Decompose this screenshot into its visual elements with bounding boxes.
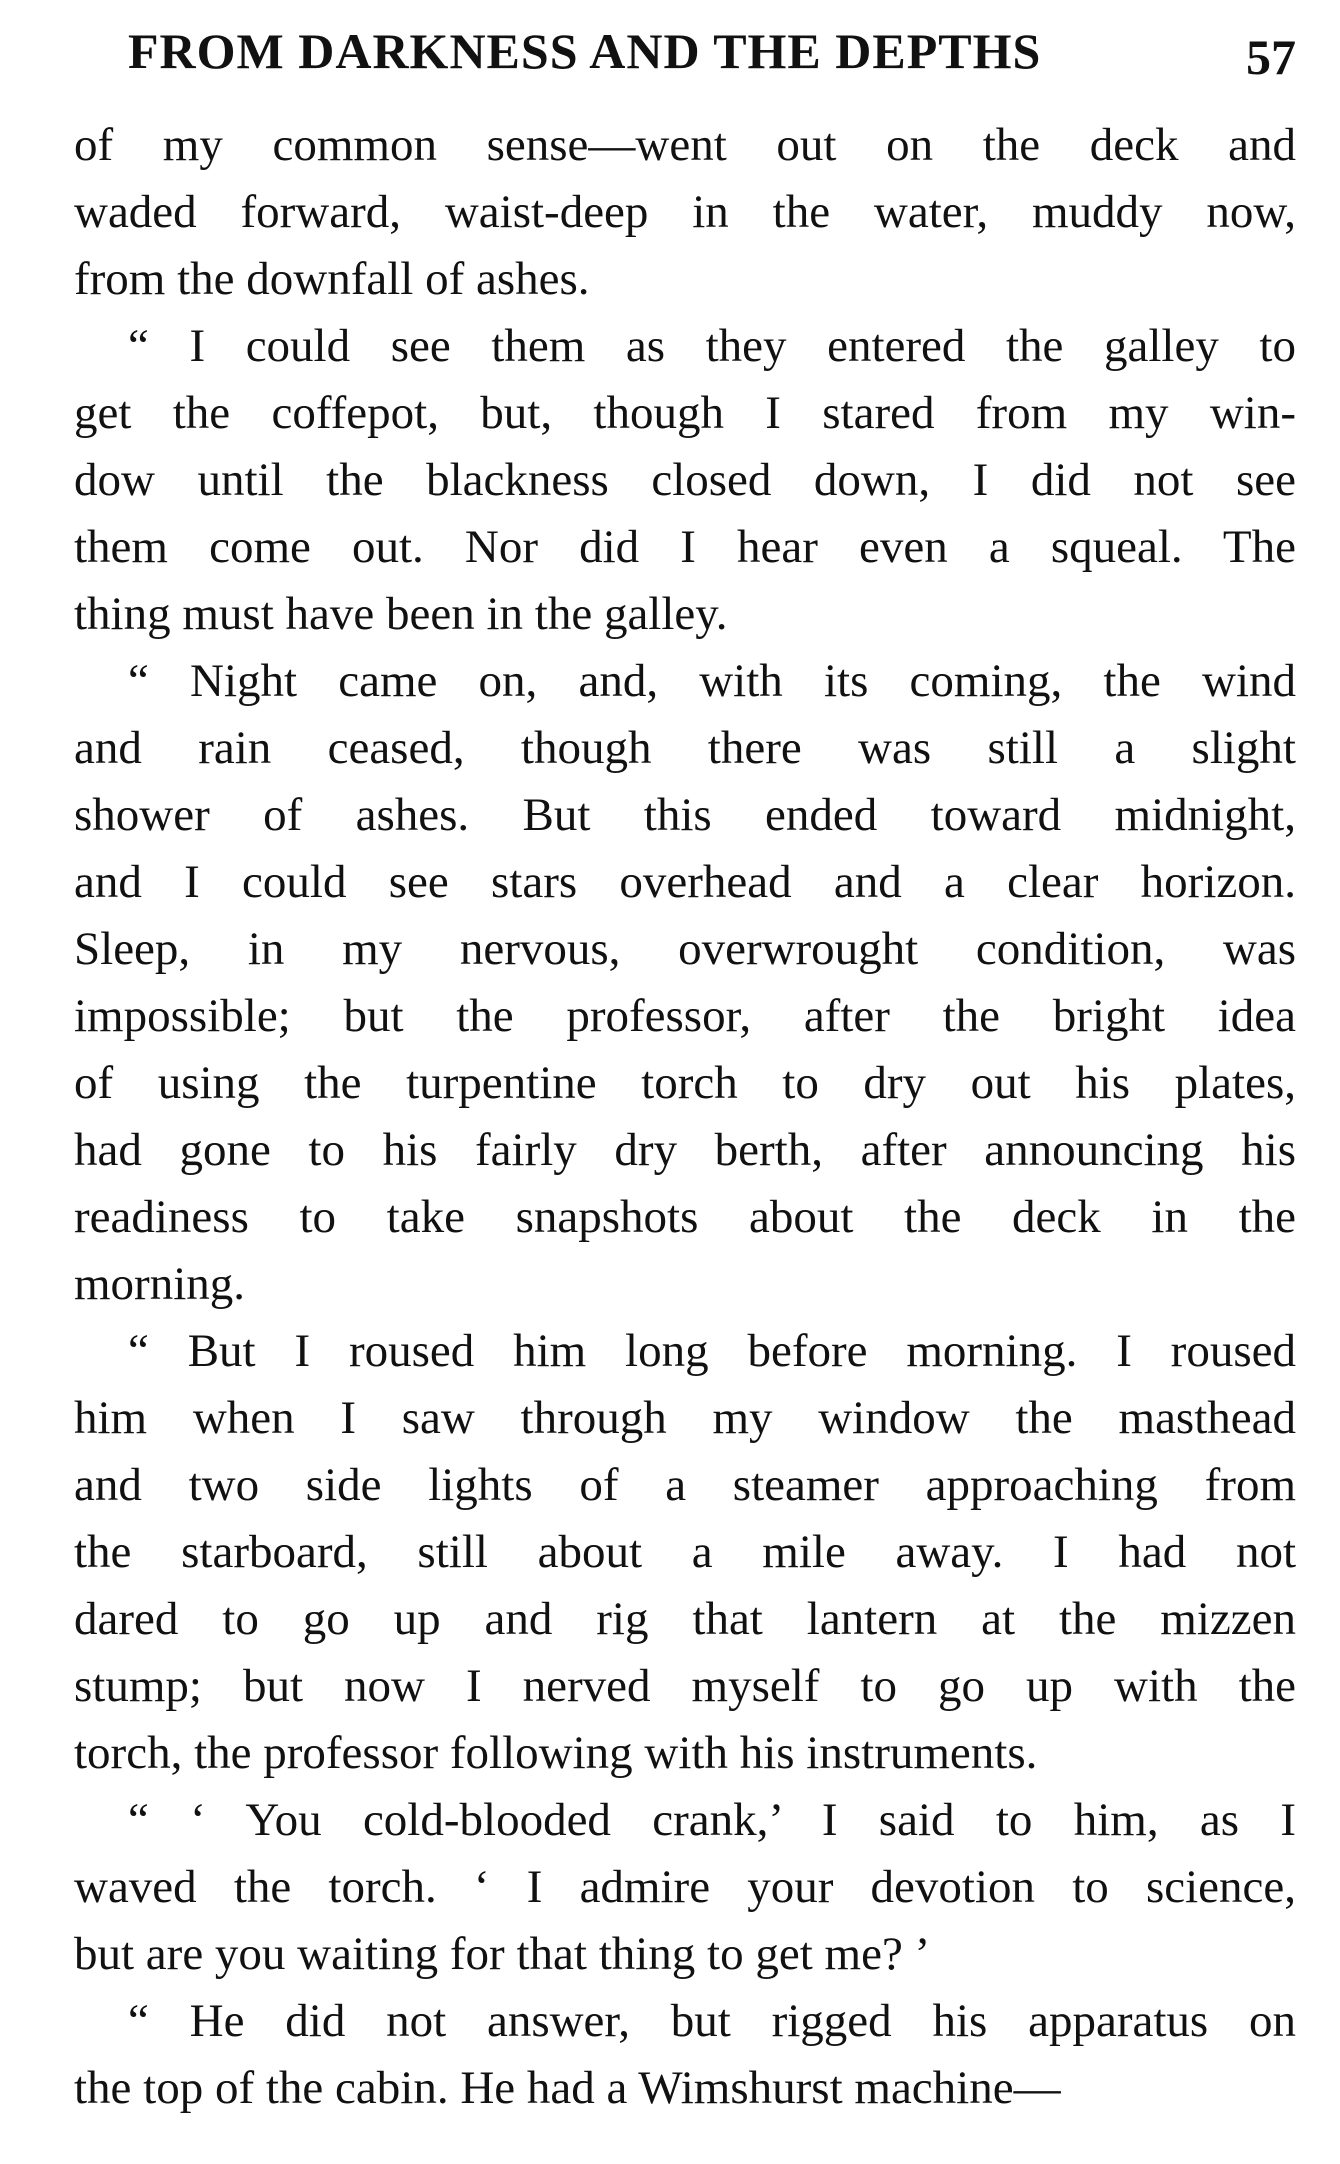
text-line: “ Night came on, and, with its coming, the wind [128, 655, 1296, 707]
page-number: 57 [1246, 29, 1296, 85]
text-line: morning. [74, 1258, 246, 1310]
text-line: from the downfall of ashes. [74, 253, 590, 305]
text-line: them come out. Nor did I hear even a squeal. The [74, 521, 1296, 573]
text-line: waved the torch. ‘ I admire your devotion to science, [74, 1861, 1296, 1913]
text-line: dow until the blackness closed down, I did not see [74, 454, 1296, 506]
text-line: Sleep, in my nervous, overwrought condition, was [74, 923, 1296, 975]
text-line: and rain ceased, though there was still a slight [74, 722, 1296, 774]
page-header [128, 16, 1296, 86]
text-line: stump; but now I nerved myself to go up with the [74, 1660, 1296, 1712]
running-head: FROM DARKNESS AND THE DEPTHS [128, 23, 1042, 79]
text-line: of using the turpentine torch to dry out his plates, [74, 1057, 1296, 1109]
text-line: and two side lights of a steamer approaching from [74, 1459, 1296, 1511]
text-line: “ He did not answer, but rigged his apparatus on [128, 1995, 1296, 2047]
text-line: “ But I roused him long before morning. I roused [128, 1325, 1296, 1377]
text-line: thing must have been in the galley. [74, 588, 728, 640]
text-line: him when I saw through my window the masthead [74, 1392, 1296, 1444]
text-line: but are you waiting for that thing to get me? ’ [74, 1928, 931, 1980]
text-line: and I could see stars overhead and a clear horizon. [74, 856, 1296, 908]
text-line: waded forward, waist-deep in the water, muddy now, [74, 186, 1296, 238]
text-line: the top of the cabin. He had a Wimshurst machine— [74, 2062, 1061, 2114]
body-text [74, 112, 1296, 2122]
text-line: of my common sense—went out on the deck and [74, 119, 1296, 171]
text-line: readiness to take snapshots about the deck in the [74, 1191, 1296, 1243]
text-line: impossible; but the professor, after the bright idea [74, 990, 1296, 1042]
text-line: torch, the professor following with his instruments. [74, 1727, 1038, 1779]
text-line: shower of ashes. But this ended toward midnight, [74, 789, 1296, 841]
text-line: get the coffepot, but, though I stared from my win- [74, 387, 1296, 439]
text-line: “ I could see them as they entered the galley to [128, 320, 1296, 372]
text-line: had gone to his fairly dry berth, after announcing his [74, 1124, 1296, 1176]
text-line: dared to go up and rig that lantern at the mizzen [74, 1593, 1296, 1645]
text-line: “ ‘ You cold-blooded crank,’ I said to him, as I [128, 1794, 1296, 1846]
text-line: the starboard, still about a mile away. I had not [74, 1526, 1296, 1578]
